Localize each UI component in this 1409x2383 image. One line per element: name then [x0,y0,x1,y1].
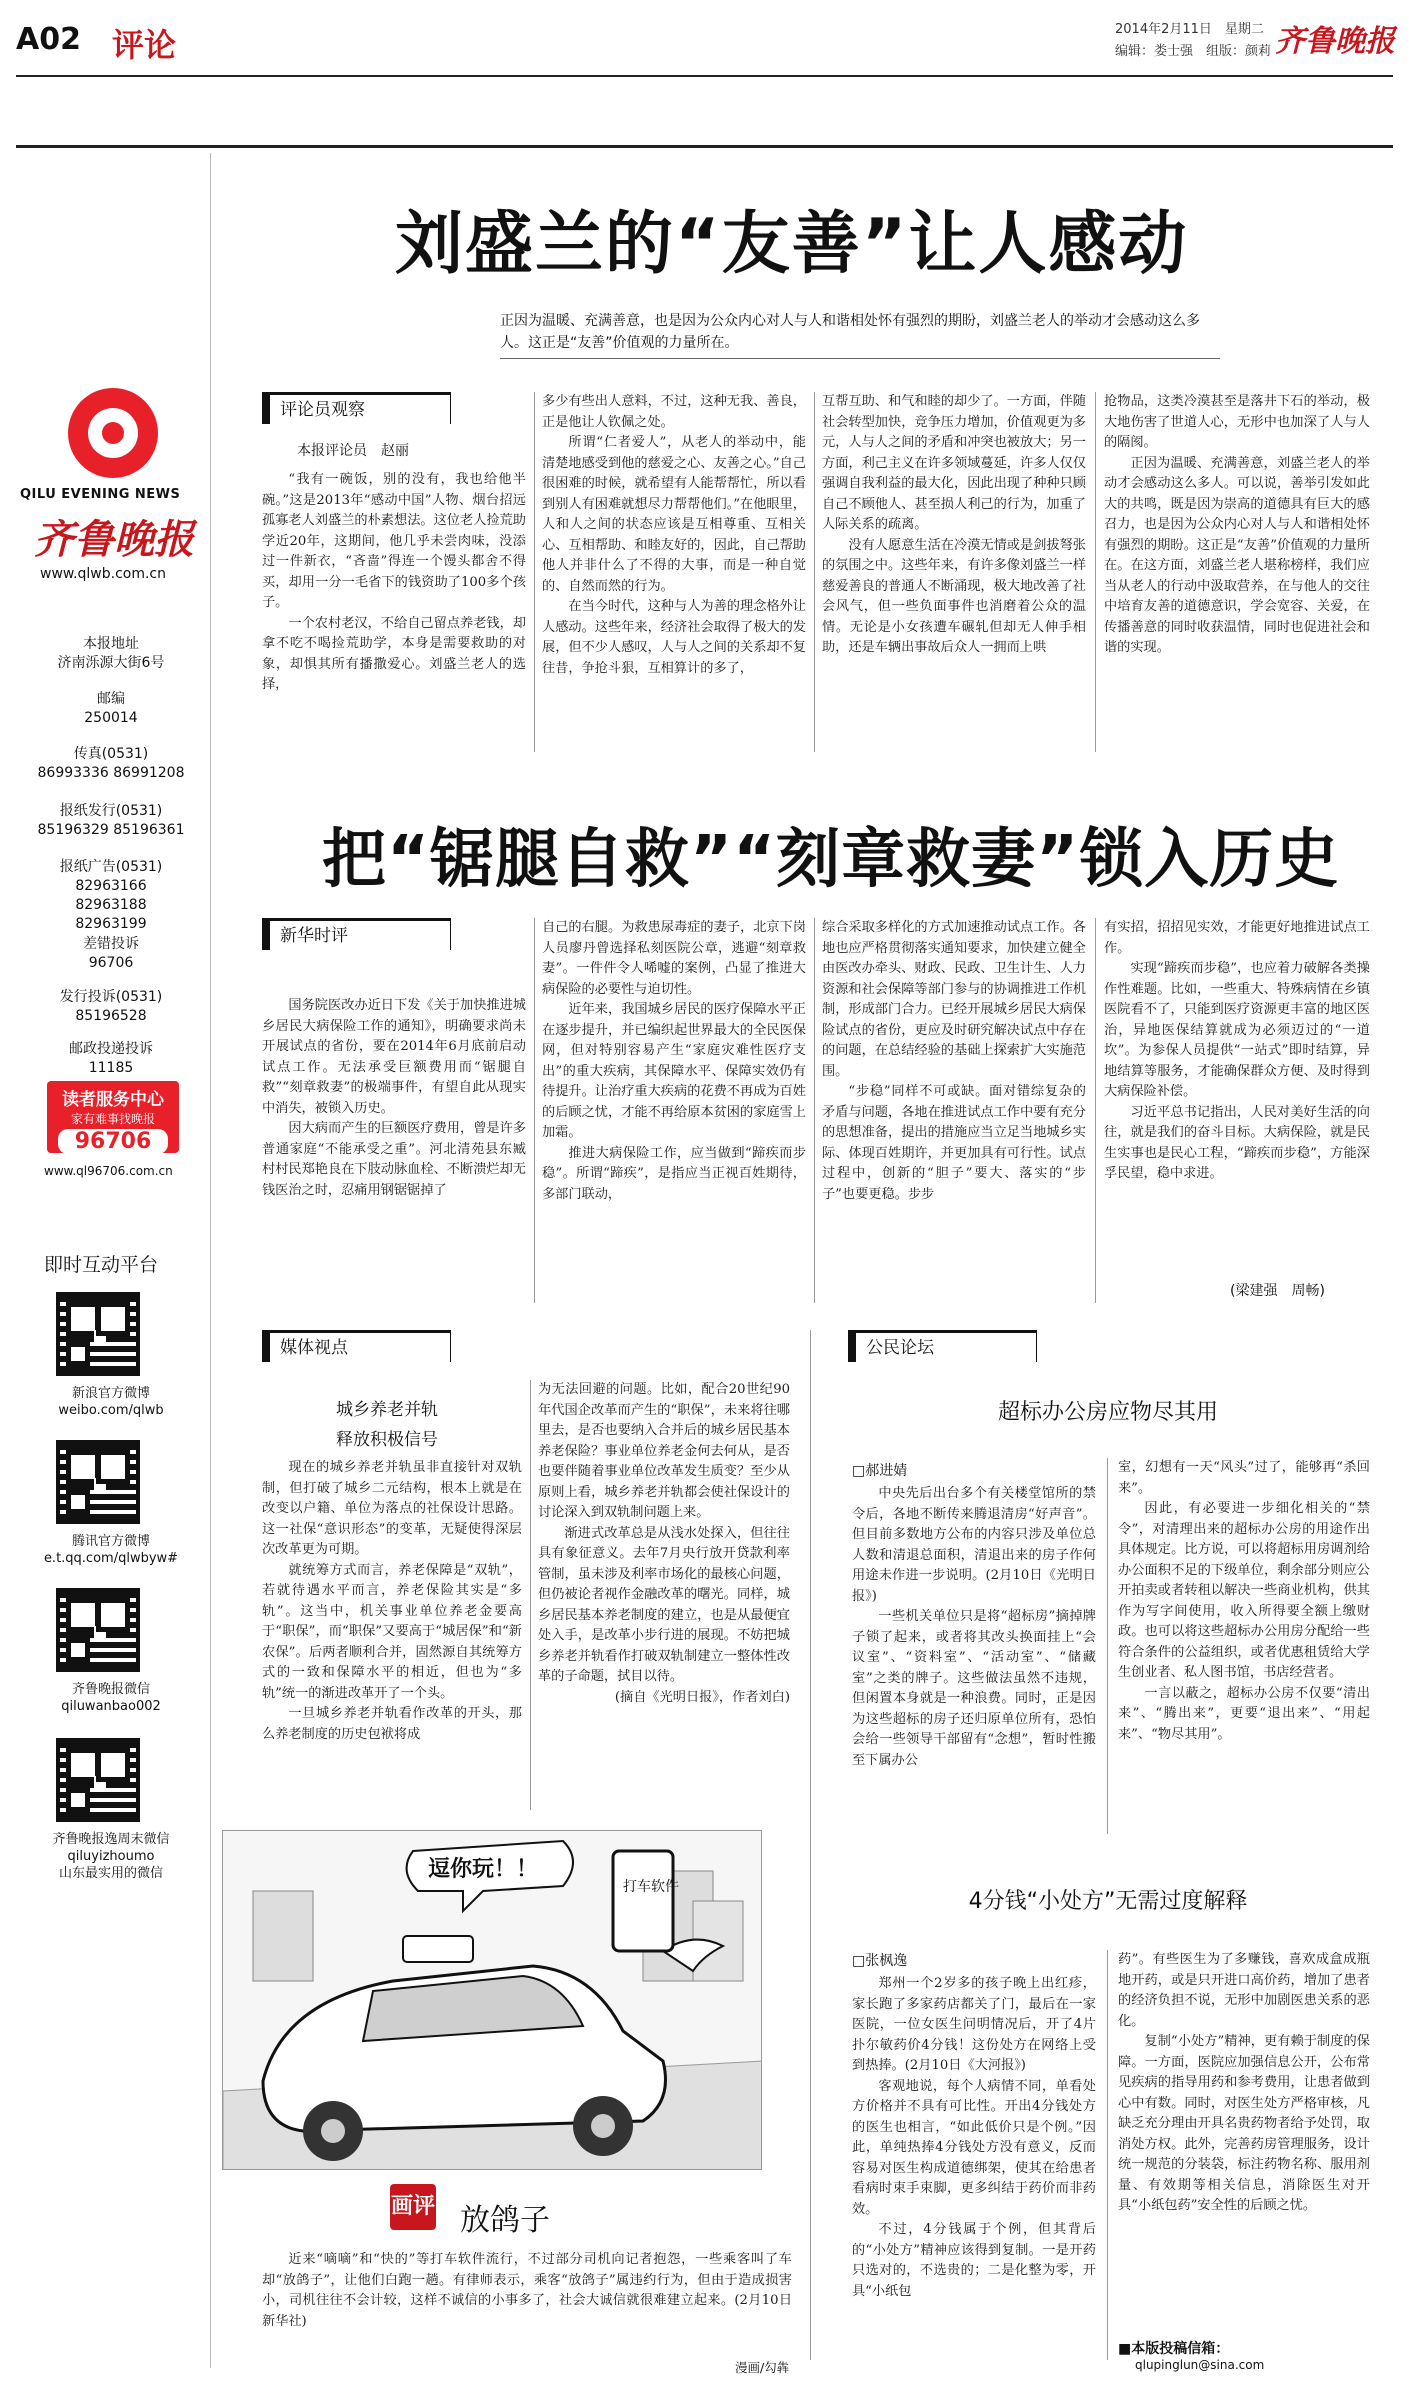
article2-author: (梁建强 周畅) [1230,1283,1325,1299]
logo-chinese: 齐鲁晚报 [34,516,194,563]
cartoon-speech: 逗你玩！！ [428,1857,539,1882]
header-divider-thick [16,145,1393,148]
article5-author: □张枫逸 [852,1953,908,1969]
taxi-cartoon-image [223,1831,762,2170]
cartoon-title: 放鸽子 [460,2203,550,2238]
logo-english: QILU EVENING NEWS [20,487,181,502]
article4-author: □郝进婧 [852,1463,908,1479]
masthead-logo: 齐鲁晚报 [1275,24,1395,59]
issue-date: 2014年2月11日 星期二 [1115,22,1264,37]
qr-label-tencent: 腾讯官方微博 e.t.qq.com/qlwbyw# [43,1534,179,1566]
sidebar-divider [210,153,211,2368]
column-rule [814,918,815,1303]
hotline-number: 96706 [58,1129,168,1154]
article4-column-1: 中央先后出台多个有关楼堂馆所的禁令后，各地不断传来腾退清房“好声音”。但目前多数地方公布的内容只涉及单位总人数和清退总面积，清退出来的房子作何用途未作进一步说明。(2月10日《光明日报》) 一些机关单位只是将“超标房”摘掉牌子锁了起来，或者将其改头换面挂上“会议室”、“资料室”、“活动室”、“储藏室”之类的牌子。这些做法虽然不违规，但闲置本身就是一种浪费。同时，正是因为这些超标的房子还归原单位所有，恐怕会给一些领导干部留有“念想”，暂时性搬至下属办公 [852,1486,1096,1768]
contact-errors: 差错投诉 96706 [83,936,139,971]
column-rule [1107,1458,1108,1834]
article5-column-1: 郑州一个2岁多的孩子晚上出红疹，家长跑了多家药店都关了门，最后在一家医院，一位女医生问明情况后，开了4片扑尔敏药价4分钱！这份处方在网络上受到热捧。(2月10日《大河报》) 客观地说，每个人病情不同，单看处方价格并不具有可比性。开出4分钱处方的医生也相言，“如此低价只是个例。”因此，单纯热捧4分钱处方没有意义，反而容易对医生构成道德绑架，使其在给患者看病时束手束脚，更多纠结于药价而非药效。 不过，4分钱属于个例，但其背后的“小处方”精神应该得到复制。一是开药只选对的，不选贵的；二是化整为零，开具“小纸包 [852,1976,1096,2299]
qr-label-weekend-wechat: 齐鲁晚报逸周末微信 qiluyizhoumo 山东最实用的微信 [52,1832,170,1881]
interactive-platform-title: 即时互动平台 [44,1254,159,1276]
cartoon-stamp: 画评 [390,2184,436,2230]
article4-title: 超标办公房应物尽其用 [997,1400,1218,1425]
column-rule [814,392,815,752]
cartoon-phone-text: 打车软件 [623,1879,679,1895]
article5-column-2: 药”。有些医生为了多赚钱，喜欢成盒成瓶地开药，或是只开进口高价药，增加了患者的经济负担不说，无形中加剧医患关系的恶化。 复制“小处方”精神，更有赖于制度的保障。一方面，医院应加强信息公开，公布常见疾病的指导用药和参考费用，让患者做到心中有数。同时，对医生处方严格审核，凡缺乏充分理由开具名贵药物者给予处罚，取消处方权。此外，完善药房管理服务，设计统一规范的分装袋，标注药物名称、服用剂量、有效期等相关信息，消除医生对开具“小纸包药”安全性的后顾之忧。 [1118,1952,1370,2213]
column-label-citizen-forum: 公民论坛 [848,1330,1036,1362]
article3-column-1: 现在的城乡养老并轨虽非直接针对双轨制，但打破了城乡二元结构，根本上就是在改变以户籍、单位为落点的社保设计思路。这一社保“意识形态”的变革，无疑使得深层次改革更为可期。 就统筹方式而言，养老保障是“双轨”，若就待遇水平而言，养老保险其实是“多轨”。这当中，机关事业单位养老金要高于“职保”，而“职保”又要高于“城居保”和“新农保”。后两者顺利合并，固然源自其统筹方式的一致和保障水平的相近，但也为“多轨”统一的渐进改革开了一个头。 一旦城乡养老并轨看作改革的开头，那么养老制度的历史包袱将成 [262,1460,522,1742]
qr-label-wechat: 齐鲁晚报微信 qiluwanbao002 [61,1682,161,1714]
article1-column-3: 互帮互助、和气和睦的却少了。一方面，伴随社会转型加快，竞争压力增加，价值观更为多元，人与人之间的矛盾和冲突也被放大；另一方面，利己主义在许多领域蔓延，许多人仅仅强调自我利益的最大化，因此出现了种种只顾自己不顾他人、甚至损人利己的行为，加重了人际关系的疏离。 没有人愿意生活在冷漠无情或是剑拔弩张的氛围之中。这些年来，有许多像刘盛兰一样慈爱善良的普通人不断涌现，极大地改善了社会风气，但一些负面事件也消磨着公众的温情。无论是小女孩遭车碾轧但却无人伸手相助，还是车辆出事故后众人一拥而上哄 [822,394,1086,655]
contact-distribution: 报纸发行(0531) 85196329 85196361 [37,803,185,838]
newspaper-logo-icon [68,388,158,478]
column-rule [534,918,535,1303]
submission-email[interactable]: qlupinglun@sina.com [1135,2358,1265,2372]
contact-ads: 报纸广告(0531) 82963166 82963188 82963199 [59,859,163,932]
page-number: A02 [16,22,81,57]
cartoon-credit: 漫画/勾犇 [735,2360,790,2375]
section-divider [810,1330,811,2360]
article4-column-2: 室，幻想有一天“风头”过了，能够再“杀回来”。 因此，有必要进一步细化相关的“禁令”，对清理出来的超标办公房的用途作出具体规定。比方说，可以将超标用房调剂给办公面积不足的下级单位，剩余部分则应公开拍卖或者转租以解决一些商业机构，供其作为写字间使用，收入所得要全额上缴财政。也可以将这些超标办公用房分配给一些符合条件的公益组织，或者优惠租赁给大学生创业者、私人图书馆，书店经营者。 一言以蔽之，超标办公房不仅要“清出来”、“腾出来”，更要“退出来”、“用起来”、“物尽其用”。 [1118,1460,1370,1742]
column-rule [1095,392,1096,752]
article3-column-2: 为无法回避的问题。比如，配合20世纪90年代国企改革而产生的“职保”，未来将往哪里去，是否也要纳入合并后的城乡居民基本养老保险？事业单位养老金何去何从，是否也要伴随着事业单位改革发生质变？至少从原则上看，城乡养老并轨都会使社保设计的讨论深入到双轨制问题上来。 渐进式改革总是从浅水处探入，但往往具有象征意义。去年7月央行放开贷款利率管制，虽未涉及利率市场化的最核心问题，但仍被论者视作金融改革的曙光。同样，城乡居民基本养老制度的建立，也是从最便宜处入手，是改革小步行进的展现。不妨把城乡养老并轨看作打破双轨制建立一整体性改革的子命题，拭目以待。 (摘自《光明日报》，作者刘白) [538,1382,790,1705]
header-divider [16,75,1393,77]
reader-service-url[interactable]: www.ql96706.com.cn [44,1164,173,1178]
column-rule [1095,918,1096,1303]
article1-column-2: 多少有些出人意料，不过，这种无我、善良，正是他让人钦佩之处。 所谓“仁者爱人”，从老人的举动中，能清楚地感受到他的慈爱之心、友善之心。”自己很困难的时候，就希望有人能帮帮忙，所以看到别人有困难就想尽力帮帮他们。”在他眼里，人和人之间的状态应该是互相尊重、互相关心、互相帮助、和睦友好的，因此，自己帮助他人并非什么了不得的大事，而是一种自觉的、自然而然的行为。 在当今时代，这种与人为善的理念格外让人感动。这些年来，经济社会取得了极大的发展，但不少人感叹，人与人之间的关系却不复往昔，争抢斗狠，互相算计的多了， [542,394,806,676]
article1-column-1: “我有一碗饭，别的没有，我也给他半碗。”这是2013年“感动中国”人物、烟台招远孤寡老人刘盛兰的朴素想法。这位老人捡荒助学近20年，这期间，他几乎未尝肉味，没添过一件新衣，“吝啬”得连一个馒头都舍不得买，却用一分一毛省下的钱资助了100多个孩子。 一个农村老汉，不给自己留点养老钱，却拿不吃不喝捡荒助学，本身是需要救助的对象，却惧其所有播撒爱心。刘盛兰老人的选择， [262,472,526,692]
qr-code-icon[interactable] [56,1738,140,1822]
article1-byline: 本报评论员 赵丽 [297,443,409,459]
contact-delivery: 发行投诉(0531) 85196528 [59,989,163,1024]
website-link[interactable]: www.qlwb.com.cn [40,566,166,582]
column-rule [534,392,535,752]
cartoon-illustration [222,1830,762,2170]
contact-postcode: 邮编 250014 [84,691,138,726]
article1-headline: 刘盛兰的“友善”让人感动 [395,205,1189,284]
qr-label-sina: 新浪官方微博 weibo.com/qlwb [58,1386,164,1418]
article2-column-4: 有实招，招招见实效，才能更好地推进试点工作。 实现“蹄疾而步稳”，也应着力破解各类操作性难题。比如，一些重大、特殊病情在乡镇医院看不了，只能到医疗资源更丰富的地区医治，异地医保结算就成为必须迈过的“一道坎”。为参保人员提供“一站式”即时结算，异地结算等服务，才能确保群众方便、及时得到大病保险补偿。 习近平总书记指出，人民对美好生活的向往，就是我们的奋斗目标。大病保险，就是民生实事也是民心工程，“蹄疾而步稳”，方能深孚民望，稳中求进。 [1104,920,1370,1181]
column-rule [530,1380,531,1810]
cartoon-caption: 近来“嘀嘀”和“快的”等打车软件流行，不过部分司机向记者抱怨，一些乘客叫了车却“放鸽子”，让他们白跑一趟。有律师表示，乘客“放鸽子”属违约行为，但由于造成损害小，司机往往不会计较，这样不诚信的小事多了，社会大诚信就很难建立起来。(2月10日新华社) [262,2252,792,2329]
contact-postal: 邮政投递投诉 11185 [69,1041,153,1076]
article2-column-3: 综合采取多样化的方式加速推动试点工作。各地也应严格贯彻落实通知要求，加快建立健全由医改办牵头、财政、民政、卫生计生、人力资源和社会保障等部门参与的协调推进工作机制，形成部门合力。已经开展城乡居民大病保险试点的省份，更应及时研究解决试点中存在的问题，在总结经验的基础上探索扩大实施范围。 “步稳”同样不可或缺。面对错综复杂的矛盾与问题，各地在推进试点工作中要有充分的思想准备，提出的措施应当立足当地城乡实际、体现百姓期许，并更加具有可行性。试点过程中，创新的“胆子”要大、落实的“步子”也要更稳。步步 [822,920,1086,1202]
article1-summary: 正因为温暖、充满善意，也是因为公众内心对人与人和谐相处怀有强烈的期盼，刘盛兰老人的举动才会感动这么多人。这正是“友善”价值观的力量所在。 [500,313,1200,351]
column-label-xinhua: 新华时评 [262,918,450,950]
article3-title-line2: 释放积极信号 [336,1430,438,1450]
reader-service-center[interactable]: 读者服务中心 家有难事找晚报 96706 [47,1081,179,1153]
qr-code-icon[interactable] [56,1292,140,1376]
column-label-commentator: 评论员观察 [262,392,450,424]
article5-title: 4分钱“小处方”无需过度解释 [968,1889,1248,1914]
editors-line: 编辑：娄士强 组版：颜莉 [1115,44,1272,59]
column-label-media: 媒体视点 [262,1330,450,1362]
article2-column-1: 国务院医改办近日下发《关于加快推进城乡居民大病保险工作的通知》，明确要求尚未开展试点的省份，要在2014年6月底前启动试点工作。无法承受巨额费用而“锯腿自救”“刻章救妻”的极端事件，有望自此从现实中消失，被锁入历史。 因大病而产生的巨额医疗费用，曾是许多普通家庭“不能承受之重”。河北清苑县东臧村村民郑艳良在下肢动脉血栓、不断溃烂却无钱医治之时，忍痛用钢锯锯掉了 [262,998,526,1198]
contact-address: 本报地址 济南泺源大街6号 [57,636,165,671]
column-rule [1107,1950,1108,2360]
article2-headline: 把“锯腿自救”“刻章救妻”锁入历史 [322,823,1340,897]
submission-label: ■本版投稿信箱： [1118,2341,1230,2357]
contact-fax: 传真(0531) 86993336 86991208 [37,746,185,781]
summary-divider [500,358,1220,359]
article2-column-2: 自己的右腿。为救患尿毒症的妻子，北京下岗人员廖丹曾选择私刻医院公章，逃避“刻章救妻”。一件件令人唏嘘的案例，凸显了推进大病保险的必要性与迫切性。 近年来，我国城乡居民的医疗保障水平正在逐步提升，并已编织起世界最大的全民医保网，但对特别容易产生“家庭灾难性医疗支出”的重大疾病，其保障水平、保障实效仍有待提升。让治疗重大疾病的花费不再成为百姓的后顾之忧，才能不再给原本贫困的家庭雪上加霜。 推进大病保险工作，应当做到“蹄疾而步稳”。所谓“蹄疾”，是指应当正视百姓期待，多部门联动， [542,920,806,1202]
article1-column-4: 抢物品，这类冷漠甚至是落井下石的举动，极大地伤害了世道人心，无形中也加深了人与人的隔阂。 正因为温暖、充满善意，刘盛兰老人的举动才会感动这么多人。可以说，善举引发如此大的共鸣，既是因为崇高的道德具有巨大的感召力，也是因为公众内心对人与人和谐相处怀有强烈的期盼。这正是“友善”价值观的力量所在。在这方面，刘盛兰老人堪称榜样，我们应当从老人的行动中汲取营养，在与他人的交往中培育友善的道德意识，学会宽容、关爱，在传播善意的同时收获温情，同时也促进社会和谐的实现。 [1104,394,1370,655]
article3-title-line1: 城乡养老并轨 [336,1400,438,1420]
qr-code-icon[interactable] [56,1440,140,1524]
qr-code-icon[interactable] [56,1588,140,1672]
section-title: 评论 [112,26,177,64]
